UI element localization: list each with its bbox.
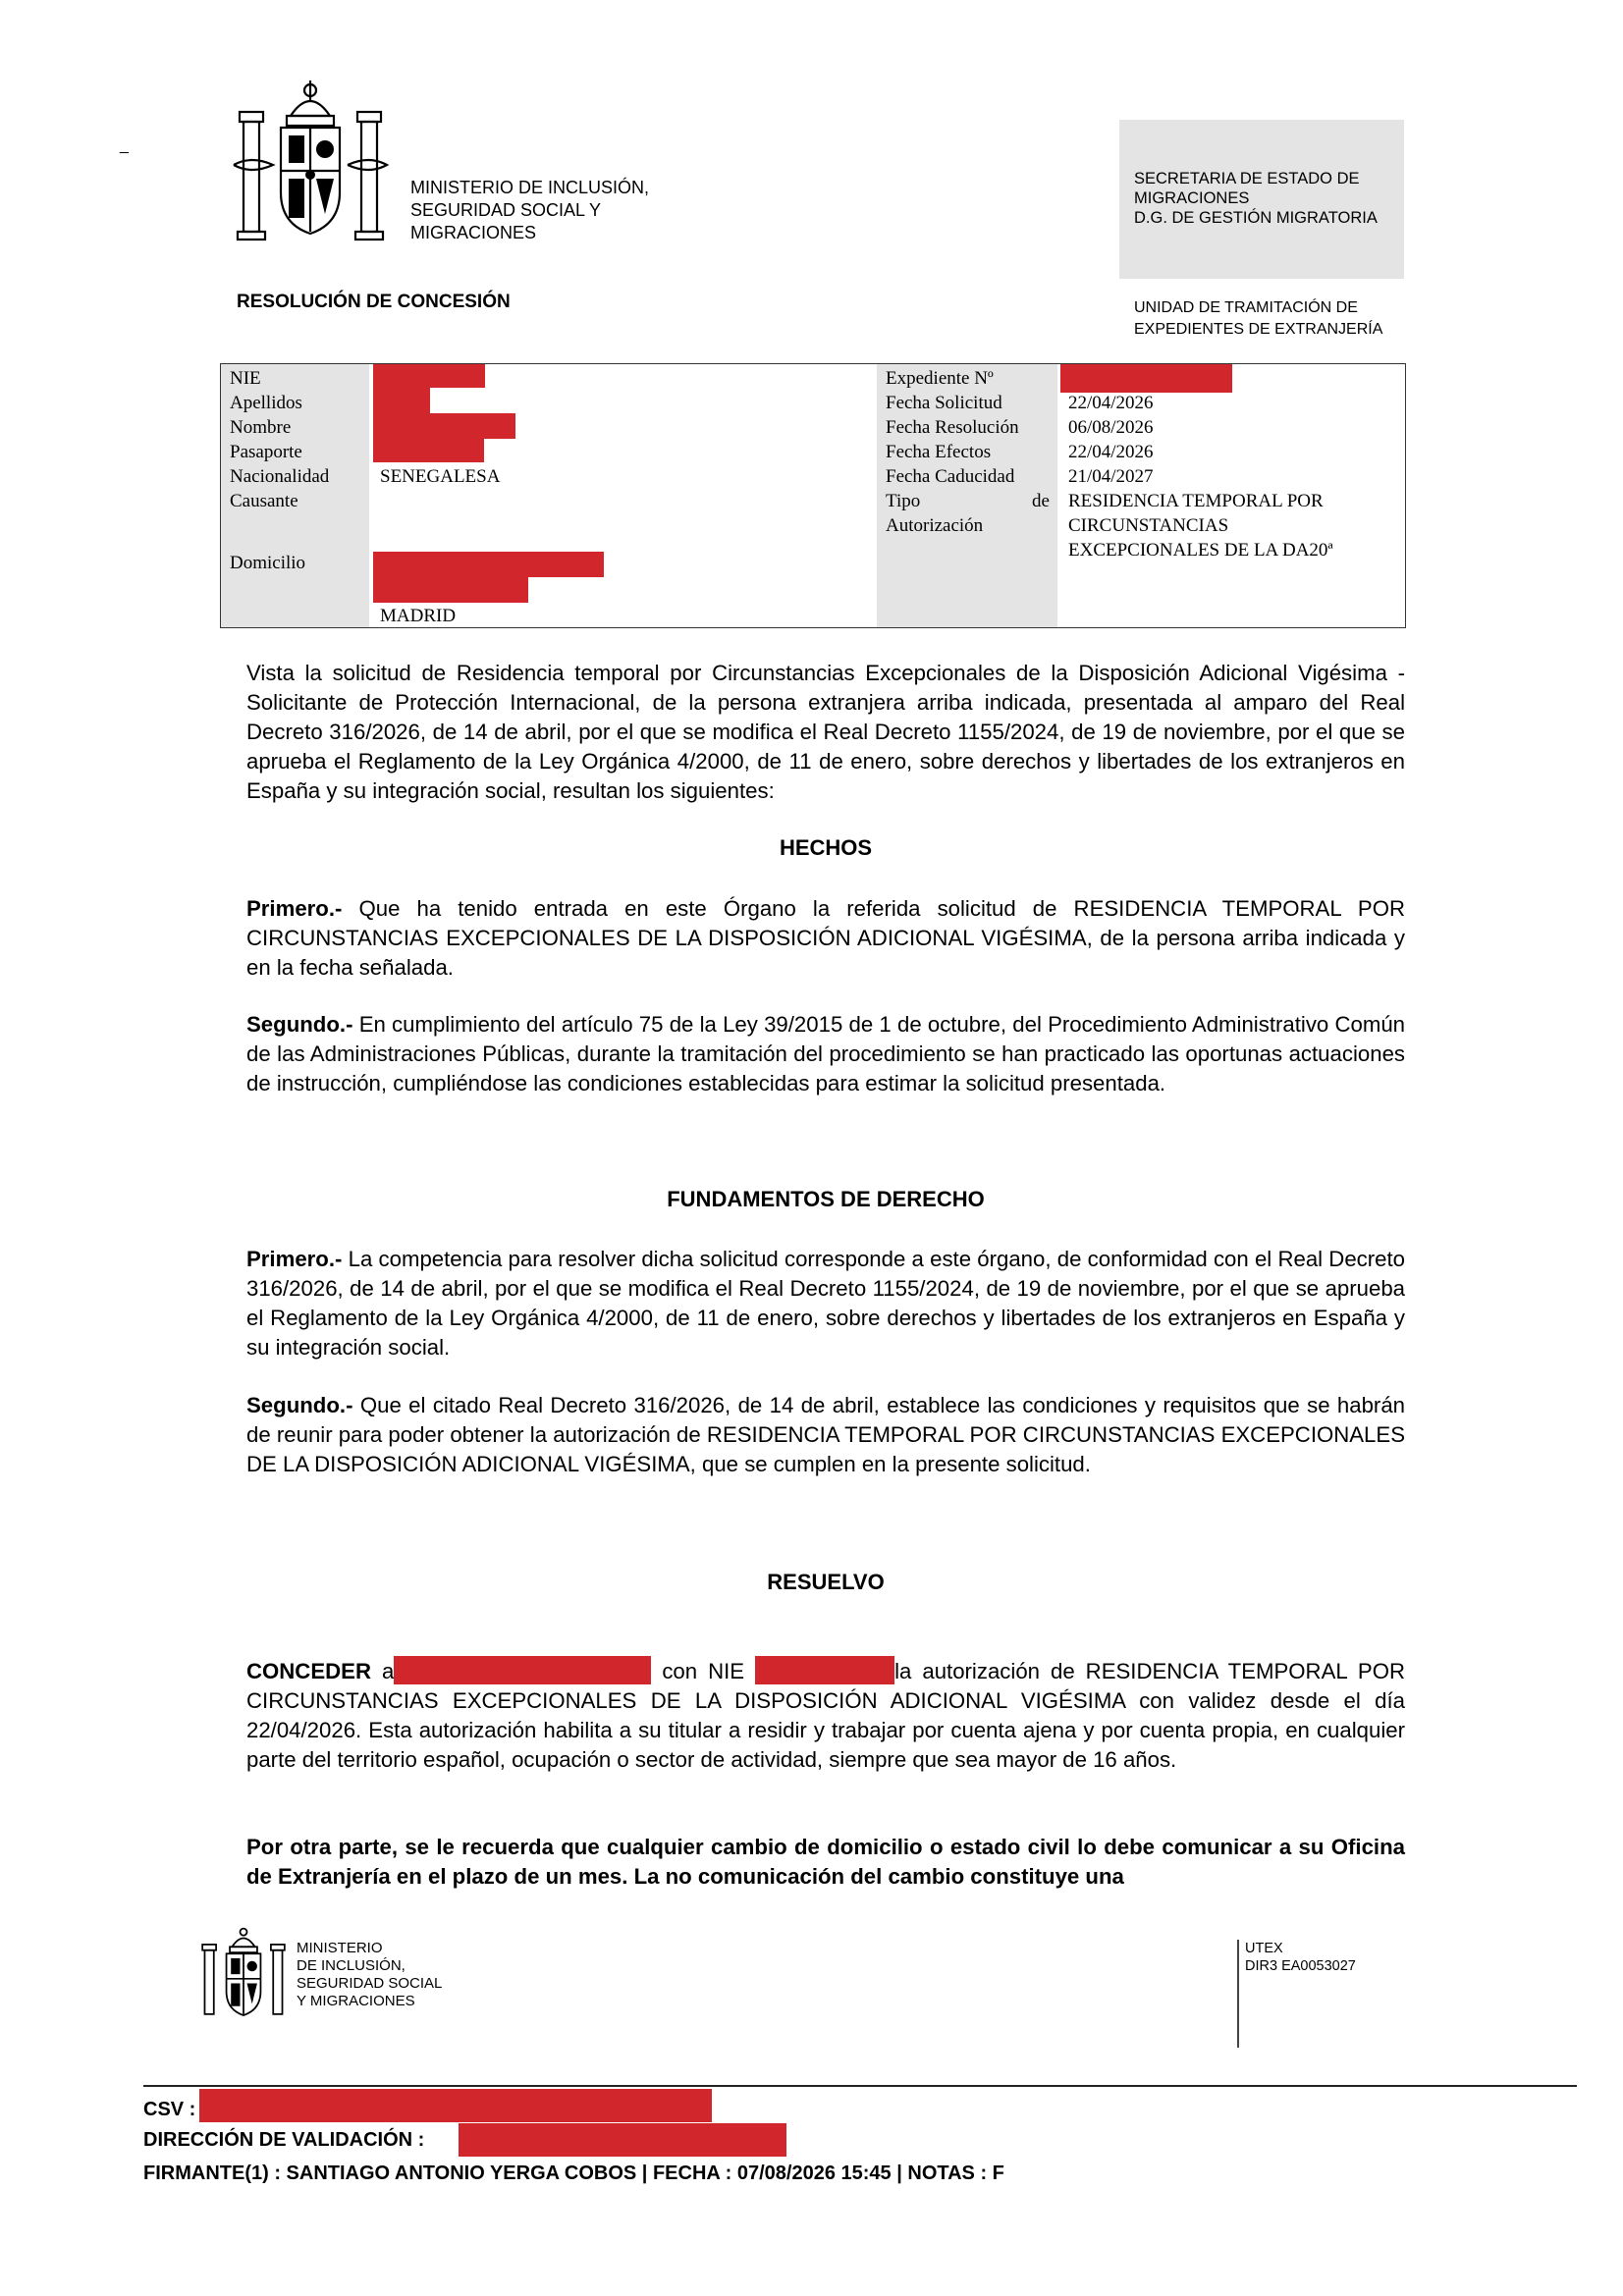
coat-of-arms-icon bbox=[230, 77, 391, 245]
label-autorizacion: Autorización bbox=[886, 515, 984, 536]
footer-ministry: MINISTERIO DE INCLUSIÓN, SEGURIDAD SOCIAL Y MIGRACIONES bbox=[297, 1940, 443, 2009]
csv-label: CSV : bbox=[143, 2099, 196, 2120]
validacion-label: DIRECCIÓN DE VALIDACIÓN : bbox=[143, 2129, 425, 2151]
value-fecha-efectos: 22/04/2026 bbox=[1068, 442, 1154, 462]
ministry-name: MINISTERIO DE INCLUSIÓN, SEGURIDAD SOCIAL Y MIGRACIONES bbox=[410, 178, 650, 242]
redacted-nombre bbox=[373, 413, 515, 439]
redacted-expediente bbox=[1060, 364, 1232, 393]
value-tipo-line2: CIRCUNSTANCIAS bbox=[1068, 515, 1229, 536]
hechos-primero: Primero.- Que ha tenido entrada en este Órgano la referida solicitud de RESIDENCIA TEMPORAL POR CIRCUNSTANCIAS EXCEPCIONALES DE LA DISPOSICIÓN ADICIONAL VIGÉSIMA, de la persona arriba indicada y en la fecha señalada. bbox=[246, 896, 1405, 980]
label-apellidos: Apellidos bbox=[230, 393, 302, 413]
notice-paragraph: Por otra parte, se le recuerda que cualquier cambio de domicilio o estado civil lo debe comunicar a su Oficina de Extranjería en el plazo de un mes. La no comunicación del cambio constituye una bbox=[246, 1835, 1405, 1889]
label-tipo-de: de bbox=[1032, 491, 1050, 511]
redacted-validacion bbox=[459, 2123, 786, 2157]
redacted-apellidos bbox=[373, 388, 430, 413]
label-nie: NIE bbox=[230, 368, 261, 389]
value-fecha-caducidad: 21/04/2027 bbox=[1068, 466, 1154, 487]
label-expediente: Expediente Nº bbox=[886, 368, 994, 389]
redacted-csv bbox=[199, 2089, 712, 2122]
label-fecha-solicitud: Fecha Solicitud bbox=[886, 393, 1002, 413]
footer-divider bbox=[1237, 1940, 1239, 2048]
resuelvo-paragraph: CONCEDER a con NIE la autorización de RESIDENCIA TEMPORAL POR CIRCUNSTANCIAS EXCEPCIONALES DE LA DISPOSICIÓN ADICIONAL VIGÉSIMA con validez desde el día 22/04/2026. Esta autorización habilita a su titular a residir y trabajar por cuenta ajena y por cuenta propia, en cualquier parte del territorio español, ocupación o sector de actividad, siempre que sea mayor de 16 años. bbox=[246, 1656, 1405, 1775]
label-tipo: Tipo bbox=[886, 491, 921, 511]
hechos-segundo-lead: Segundo.- bbox=[246, 1012, 353, 1037]
value-fecha-resolucion: 06/08/2026 bbox=[1068, 417, 1154, 438]
label-nombre: Nombre bbox=[230, 417, 292, 438]
document-title: RESOLUCIÓN DE CONCESIÓN bbox=[237, 292, 511, 312]
applicant-data-table bbox=[220, 363, 1406, 628]
intro-paragraph: Vista la solicitud de Residencia temporal por Circunstancias Excepcionales de la Disposición Adicional Vigésima - Solicitante de Protección Internacional, de la persona extranjera arriba indicada, presentada al amparo del Real Decreto 316/2026, de 14 de abril, por el que se modifica el Real Decreto 1155/2024, de 19 de noviembre, por el que se aprueba el Reglamento de la Ley Orgánica 4/2000, de 11 de enero, sobre derechos y libertades de los extranjeros en España y su integración social, resultan los siguientes: bbox=[246, 661, 1405, 803]
fundamentos-segundo-lead: Segundo.- bbox=[246, 1393, 353, 1417]
redacted-nie bbox=[373, 364, 485, 388]
redacted-domicilio-line2 bbox=[373, 577, 528, 603]
label-fecha-resolucion: Fecha Resolución bbox=[886, 417, 1019, 438]
footer-rule bbox=[143, 2085, 1577, 2087]
hechos-heading: HECHOS bbox=[779, 835, 873, 860]
redacted-domicilio-line1 bbox=[373, 552, 604, 577]
label-domicilio: Domicilio bbox=[230, 553, 306, 573]
unit-name: UNIDAD DE TRAMITACIÓN DE EXPEDIENTES DE EXTRANJERÍA bbox=[1134, 299, 1383, 338]
redacted-nie-inline bbox=[755, 1656, 894, 1684]
label-causante: Causante bbox=[230, 491, 298, 511]
hechos-segundo: Segundo.- En cumplimiento del artículo 75 de la Ley 39/2015 de 1 de octubre, del Procedimiento Administrativo Común de las Administraciones Públicas, durante la tramitación del procedimiento se han practicado las oportunas actuaciones de instrucción, cumpliéndose las condiciones establecidas para estimar la solicitud presentada. bbox=[246, 1012, 1405, 1095]
footer-utex: UTEX DIR3 EA0053027 bbox=[1245, 1941, 1356, 1974]
firmante-line: FIRMANTE(1) : SANTIAGO ANTONIO YERGA COBOS | FECHA : 07/08/2026 15:45 | NOTAS : F bbox=[143, 2163, 1004, 2184]
redacted-pasaporte bbox=[373, 439, 484, 462]
fundamentos-segundo: Segundo.- Que el citado Real Decreto 316/2026, de 14 de abril, establece las condiciones y requisitos que se habrán de reunir para poder obtener la autorización de RESIDENCIA TEMPORAL POR CIRCUNSTANCIAS EXCEPCIONALES DE LA DISPOSICIÓN ADICIONAL VIGÉSIMA, que se cumplen en la presente solicitud. bbox=[246, 1393, 1405, 1476]
fundamentos-primero-lead: Primero.- bbox=[246, 1247, 343, 1271]
value-nacionalidad: SENEGALESA bbox=[380, 466, 501, 487]
header-dash: _ bbox=[120, 137, 129, 154]
hechos-primero-lead: Primero.- bbox=[246, 896, 343, 921]
value-tipo-line3: EXCEPCIONALES DE LA DA20ª bbox=[1068, 540, 1333, 561]
label-fecha-efectos: Fecha Efectos bbox=[886, 442, 992, 462]
label-fecha-caducidad: Fecha Caducidad bbox=[886, 466, 1015, 487]
fundamentos-primero: Primero.- La competencia para resolver dicha solicitud corresponde a este órgano, de conformidad con el Real Decreto 316/2026, de 14 de abril, por el que se modifica el Real Decreto 1155/2024, de 19 de noviembre, por el que se aprueba el Reglamento de la Ley Orgánica 4/2000, de 11 de enero, sobre derechos y libertades de los extranjeros en España y su integración social. bbox=[246, 1247, 1405, 1360]
secretaria-name: SECRETARIA DE ESTADO DE MIGRACIONES D.G. DE GESTIÓN MIGRATORIA bbox=[1134, 170, 1378, 227]
value-domicilio-city: MADRID bbox=[380, 606, 457, 626]
value-tipo-line1: RESIDENCIA TEMPORAL POR bbox=[1068, 491, 1324, 511]
resuelvo-heading: RESUELVO bbox=[767, 1570, 885, 1594]
redacted-name-inline bbox=[394, 1656, 651, 1684]
footer-coat-of-arms-icon bbox=[196, 1924, 291, 2022]
label-nacionalidad: Nacionalidad bbox=[230, 466, 330, 487]
fundamentos-heading: FUNDAMENTOS DE DERECHO bbox=[667, 1187, 985, 1211]
label-pasaporte: Pasaporte bbox=[230, 442, 302, 462]
conceder-lead: CONCEDER bbox=[246, 1659, 371, 1683]
value-fecha-solicitud: 22/04/2026 bbox=[1068, 393, 1154, 413]
